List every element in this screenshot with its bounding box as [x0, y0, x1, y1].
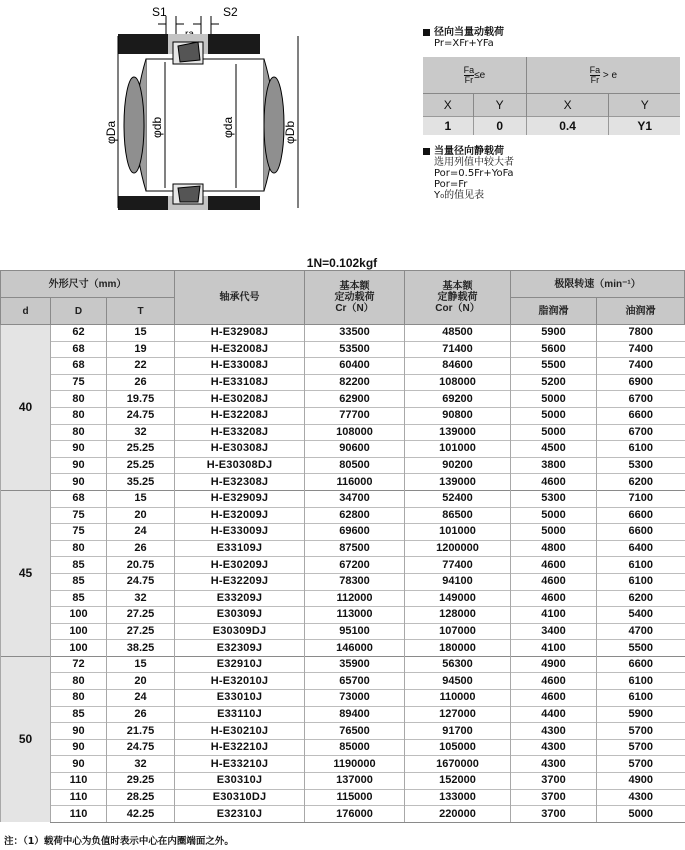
value-x: 0.4 — [526, 117, 609, 136]
D-cell: 80 — [51, 540, 107, 557]
T-cell: 27.25 — [107, 607, 175, 624]
cor-cell: 91700 — [405, 723, 511, 740]
T-cell: 24 — [107, 524, 175, 541]
cor-cell: 139000 — [405, 474, 511, 491]
cr-cell: 87500 — [305, 540, 405, 557]
grease-speed-cell: 5000 — [511, 407, 597, 424]
grease-speed-cell: 4300 — [511, 723, 597, 740]
D-cell: 72 — [51, 656, 107, 673]
cr-cell: 33500 — [305, 325, 405, 342]
bearing-mounting-diagram — [104, 4, 313, 218]
cor-cell: 110000 — [405, 690, 511, 707]
table-row — [1, 457, 685, 474]
table-row — [1, 557, 685, 574]
oil-speed-cell: 6100 — [597, 573, 685, 590]
square-bullet-icon — [423, 148, 430, 155]
grease-speed-cell: 4600 — [511, 573, 597, 590]
table-row — [1, 507, 685, 524]
db-label: φdb — [150, 116, 164, 138]
oil-speed-cell: 6400 — [597, 540, 685, 557]
grease-speed-cell: 4600 — [511, 557, 597, 574]
table-row — [1, 806, 685, 823]
D-cell: 85 — [51, 573, 107, 590]
oil-header: 油润滑 — [597, 298, 685, 325]
cr-cell: 115000 — [305, 789, 405, 806]
cr-cell: 108000 — [305, 424, 405, 441]
cor-cell: 56300 — [405, 656, 511, 673]
d-cell: 40 — [1, 325, 51, 491]
dynamic-load-block — [423, 27, 504, 49]
xy-factor-table — [423, 57, 680, 135]
D-cell: 85 — [51, 590, 107, 607]
cr-cell: 80500 — [305, 457, 405, 474]
cor-cell: 180000 — [405, 640, 511, 657]
col-x: X — [526, 94, 609, 117]
d-cell: 50 — [1, 656, 51, 822]
cor-cell: 127000 — [405, 706, 511, 723]
T-cell: 19 — [107, 341, 175, 358]
code-cell: H-E30210J — [175, 723, 305, 740]
cor-cell: 108000 — [405, 374, 511, 391]
static-load-title: 当量径向静载荷 — [434, 146, 504, 157]
T-cell: 28.25 — [107, 789, 175, 806]
cr-cell: 112000 — [305, 590, 405, 607]
col-y: Y — [473, 94, 526, 117]
dynamic-load-title: 径向当量动载荷 — [434, 27, 504, 38]
grease-speed-cell: 5200 — [511, 374, 597, 391]
code-cell: H-E32008J — [175, 341, 305, 358]
D-cell: 85 — [51, 706, 107, 723]
code-header: 轴承代号 — [175, 271, 305, 325]
oil-speed-cell: 6100 — [597, 690, 685, 707]
code-cell: H-E33008J — [175, 358, 305, 375]
oil-speed-cell: 6700 — [597, 391, 685, 408]
cor-cell: 94100 — [405, 573, 511, 590]
T-cell: 42.25 — [107, 806, 175, 823]
cr-cell: 77700 — [305, 407, 405, 424]
T-cell: 15 — [107, 656, 175, 673]
D-cell: 85 — [51, 557, 107, 574]
cr-cell: 60400 — [305, 358, 405, 375]
cor-cell: 1200000 — [405, 540, 511, 557]
grease-speed-cell: 3400 — [511, 623, 597, 640]
cor-header: 基本额 定静载荷 Cor（N） — [405, 271, 511, 325]
T-cell: 32 — [107, 756, 175, 773]
cor-cell: 48500 — [405, 325, 511, 342]
grease-speed-cell: 3700 — [511, 806, 597, 823]
D-cell: 80 — [51, 391, 107, 408]
code-cell: E30309DJ — [175, 623, 305, 640]
s1-label: S1 — [152, 5, 167, 19]
cr-cell: 113000 — [305, 607, 405, 624]
table-row — [1, 789, 685, 806]
table-row — [1, 573, 685, 590]
T-cell: 35.25 — [107, 474, 175, 491]
oil-speed-cell: 7400 — [597, 358, 685, 375]
D-cell: 90 — [51, 723, 107, 740]
cr-cell: 95100 — [305, 623, 405, 640]
unit-note: 1N=0.102kgf — [306, 256, 378, 270]
oil-speed-cell: 6600 — [597, 524, 685, 541]
condition-le-e: $\frac{Fa}{Fr}$ ≤e — [423, 57, 526, 94]
grease-speed-cell: 3700 — [511, 789, 597, 806]
code-cell: H-E32308J — [175, 474, 305, 491]
code-cell: H-E33108J — [175, 374, 305, 391]
oil-speed-cell: 5400 — [597, 607, 685, 624]
table-row — [1, 690, 685, 707]
oil-speed-cell: 4300 — [597, 789, 685, 806]
table-row — [1, 607, 685, 624]
grease-speed-cell: 4400 — [511, 706, 597, 723]
code-cell: H-E30209J — [175, 557, 305, 574]
D-cell: 110 — [51, 789, 107, 806]
D-cell: 75 — [51, 374, 107, 391]
T-cell: 32 — [107, 424, 175, 441]
table-row — [1, 590, 685, 607]
cor-cell: 101000 — [405, 441, 511, 458]
table-row — [1, 673, 685, 690]
grease-speed-cell: 4500 — [511, 441, 597, 458]
table-row — [1, 739, 685, 756]
T-cell: 29.25 — [107, 773, 175, 790]
cr-cell: 116000 — [305, 474, 405, 491]
cr-cell: 1190000 — [305, 756, 405, 773]
code-cell: H-E32909J — [175, 490, 305, 507]
cor-cell: 84600 — [405, 358, 511, 375]
grease-speed-cell: 5000 — [511, 424, 597, 441]
table-row — [1, 325, 685, 342]
T-cell: 26 — [107, 374, 175, 391]
oil-speed-cell: 6100 — [597, 673, 685, 690]
cr-cell: 67200 — [305, 557, 405, 574]
d-cell: 45 — [1, 490, 51, 656]
cr-cell: 89400 — [305, 706, 405, 723]
cor-cell: 71400 — [405, 341, 511, 358]
value-y: 0 — [473, 117, 526, 136]
dims-header: 外形尺寸（mm） — [1, 271, 175, 298]
static-load-line: Y₀的值见表 — [434, 190, 485, 201]
Da-label: φDa — [104, 120, 118, 144]
cr-cell: 34700 — [305, 490, 405, 507]
col-x: X — [423, 94, 473, 117]
static-load-line: Por=0.5Fr+YoFa — [434, 168, 514, 179]
static-load-block — [423, 146, 514, 201]
cor-cell: 90200 — [405, 457, 511, 474]
cor-cell: 1670000 — [405, 756, 511, 773]
D-cell: 90 — [51, 457, 107, 474]
cr-cell: 82200 — [305, 374, 405, 391]
oil-speed-cell: 6700 — [597, 424, 685, 441]
grease-speed-cell: 5000 — [511, 391, 597, 408]
bearing-spec-table — [0, 270, 685, 823]
T-cell: 38.25 — [107, 640, 175, 657]
D-cell: 80 — [51, 424, 107, 441]
oil-speed-cell: 5500 — [597, 640, 685, 657]
cr-cell: 62800 — [305, 507, 405, 524]
table-row — [1, 640, 685, 657]
T-cell: 26 — [107, 706, 175, 723]
table-row — [1, 623, 685, 640]
D-cell: 68 — [51, 358, 107, 375]
grease-speed-cell: 5000 — [511, 524, 597, 541]
T-header: T — [107, 298, 175, 325]
speed-header: 极限转速（min⁻¹） — [511, 271, 685, 298]
cor-cell: 52400 — [405, 490, 511, 507]
condition-gt-e: $\frac{Fa}{Fr}$ > e — [526, 57, 680, 94]
cor-cell: 94500 — [405, 673, 511, 690]
oil-speed-cell: 5900 — [597, 706, 685, 723]
code-cell: E32910J — [175, 656, 305, 673]
grease-speed-cell: 4100 — [511, 607, 597, 624]
oil-speed-cell: 6600 — [597, 656, 685, 673]
static-load-line: 选用列值中较大者 — [434, 157, 514, 168]
table-row — [1, 540, 685, 557]
oil-speed-cell: 6200 — [597, 474, 685, 491]
oil-speed-cell: 6100 — [597, 441, 685, 458]
oil-speed-cell: 5700 — [597, 723, 685, 740]
oil-speed-cell: 7800 — [597, 325, 685, 342]
table-row — [1, 474, 685, 491]
D-cell: 80 — [51, 407, 107, 424]
cr-cell: 85000 — [305, 739, 405, 756]
code-cell: E33110J — [175, 706, 305, 723]
cor-cell: 128000 — [405, 607, 511, 624]
cor-cell: 101000 — [405, 524, 511, 541]
D-cell: 100 — [51, 607, 107, 624]
code-cell: H-E30308J — [175, 441, 305, 458]
D-header: D — [51, 298, 107, 325]
cr-cell: 146000 — [305, 640, 405, 657]
cor-cell: 152000 — [405, 773, 511, 790]
value-y: Y1 — [609, 117, 680, 136]
table-row — [1, 773, 685, 790]
T-cell: 22 — [107, 358, 175, 375]
cor-cell: 149000 — [405, 590, 511, 607]
cor-cell: 86500 — [405, 507, 511, 524]
cr-cell: 176000 — [305, 806, 405, 823]
grease-speed-cell: 4900 — [511, 656, 597, 673]
D-cell: 90 — [51, 739, 107, 756]
cor-cell: 69200 — [405, 391, 511, 408]
oil-speed-cell: 5700 — [597, 739, 685, 756]
cr-cell: 53500 — [305, 341, 405, 358]
grease-speed-cell: 4300 — [511, 756, 597, 773]
T-cell: 24.75 — [107, 739, 175, 756]
code-cell: E32309J — [175, 640, 305, 657]
oil-speed-cell: 5000 — [597, 806, 685, 823]
D-cell: 80 — [51, 690, 107, 707]
code-cell: H-E32209J — [175, 573, 305, 590]
T-cell: 32 — [107, 590, 175, 607]
code-cell: H-E33208J — [175, 424, 305, 441]
grease-speed-cell: 4600 — [511, 690, 597, 707]
oil-speed-cell: 6600 — [597, 407, 685, 424]
cor-cell: 107000 — [405, 623, 511, 640]
cr-cell: 62900 — [305, 391, 405, 408]
d-header: d — [1, 298, 51, 325]
grease-speed-cell: 5900 — [511, 325, 597, 342]
dynamic-load-formula: Pr=XFr+YFa — [434, 38, 494, 49]
cr-cell: 76500 — [305, 723, 405, 740]
cr-header: 基本额 定动载荷 Cr（N） — [305, 271, 405, 325]
T-cell: 25.25 — [107, 441, 175, 458]
code-cell: H-E30308DJ — [175, 457, 305, 474]
grease-speed-cell: 4600 — [511, 474, 597, 491]
D-cell: 100 — [51, 640, 107, 657]
T-cell: 20 — [107, 673, 175, 690]
D-cell: 62 — [51, 325, 107, 342]
square-bullet-icon — [423, 29, 430, 36]
cor-cell: 139000 — [405, 424, 511, 441]
cr-cell: 69600 — [305, 524, 405, 541]
code-cell: E30310J — [175, 773, 305, 790]
table-row — [1, 407, 685, 424]
grease-speed-cell: 5000 — [511, 507, 597, 524]
oil-speed-cell: 6600 — [597, 507, 685, 524]
cr-cell: 78300 — [305, 573, 405, 590]
D-cell: 75 — [51, 524, 107, 541]
T-cell: 26 — [107, 540, 175, 557]
table-row — [1, 341, 685, 358]
D-cell: 110 — [51, 773, 107, 790]
code-cell: E32310J — [175, 806, 305, 823]
code-cell: H-E33210J — [175, 756, 305, 773]
table-row — [1, 374, 685, 391]
T-cell: 25.25 — [107, 457, 175, 474]
T-cell: 24 — [107, 690, 175, 707]
D-cell: 68 — [51, 341, 107, 358]
code-cell: E33109J — [175, 540, 305, 557]
T-cell: 21.75 — [107, 723, 175, 740]
T-cell: 19.75 — [107, 391, 175, 408]
D-cell: 75 — [51, 507, 107, 524]
D-cell: 90 — [51, 756, 107, 773]
oil-speed-cell: 5300 — [597, 457, 685, 474]
oil-speed-cell: 4900 — [597, 773, 685, 790]
s2-label: S2 — [223, 5, 238, 19]
D-cell: 100 — [51, 623, 107, 640]
T-cell: 24.75 — [107, 407, 175, 424]
code-cell: E30309J — [175, 607, 305, 624]
oil-speed-cell: 4700 — [597, 623, 685, 640]
cr-cell: 137000 — [305, 773, 405, 790]
code-cell: H-E32908J — [175, 325, 305, 342]
code-cell: H-E33009J — [175, 524, 305, 541]
cor-cell: 220000 — [405, 806, 511, 823]
Db-label: φDb — [283, 120, 297, 144]
cr-cell: 73000 — [305, 690, 405, 707]
grease-speed-cell: 3700 — [511, 773, 597, 790]
cor-cell: 90800 — [405, 407, 511, 424]
D-cell: 110 — [51, 806, 107, 823]
oil-speed-cell: 7400 — [597, 341, 685, 358]
cr-cell: 35900 — [305, 656, 405, 673]
col-y: Y — [609, 94, 680, 117]
code-cell: E33209J — [175, 590, 305, 607]
table-row — [1, 441, 685, 458]
static-load-line: Por=Fr — [434, 179, 468, 190]
table-row — [1, 756, 685, 773]
cor-cell: 77400 — [405, 557, 511, 574]
table-row — [1, 391, 685, 408]
T-cell: 27.25 — [107, 623, 175, 640]
D-cell: 68 — [51, 490, 107, 507]
T-cell: 15 — [107, 325, 175, 342]
T-cell: 20 — [107, 507, 175, 524]
cor-cell: 133000 — [405, 789, 511, 806]
oil-speed-cell: 6100 — [597, 557, 685, 574]
grease-speed-cell: 5300 — [511, 490, 597, 507]
code-cell: E30310DJ — [175, 789, 305, 806]
grease-speed-cell: 4600 — [511, 590, 597, 607]
oil-speed-cell: 6900 — [597, 374, 685, 391]
value-x: 1 — [423, 117, 473, 136]
grease-speed-cell: 3800 — [511, 457, 597, 474]
grease-speed-cell: 5500 — [511, 358, 597, 375]
code-cell: H-E32010J — [175, 673, 305, 690]
table-row — [1, 706, 685, 723]
grease-speed-cell: 4100 — [511, 640, 597, 657]
table-row — [1, 490, 685, 507]
D-cell: 80 — [51, 673, 107, 690]
T-cell: 20.75 — [107, 557, 175, 574]
code-cell: H-E32009J — [175, 507, 305, 524]
cr-cell: 90600 — [305, 441, 405, 458]
table-row — [1, 424, 685, 441]
code-cell: H-E32210J — [175, 739, 305, 756]
table-row — [1, 358, 685, 375]
cor-cell: 105000 — [405, 739, 511, 756]
oil-speed-cell: 7100 — [597, 490, 685, 507]
oil-speed-cell: 6200 — [597, 590, 685, 607]
grease-speed-cell: 4800 — [511, 540, 597, 557]
footnote: 注：（1）载荷中心为负值时表示中心在内圈端面之外。 — [4, 836, 234, 847]
T-cell: 24.75 — [107, 573, 175, 590]
code-cell: H-E30208J — [175, 391, 305, 408]
D-cell: 90 — [51, 474, 107, 491]
T-cell: 15 — [107, 490, 175, 507]
cr-cell: 65700 — [305, 673, 405, 690]
code-cell: E33010J — [175, 690, 305, 707]
table-row — [1, 723, 685, 740]
table-row — [1, 656, 685, 673]
grease-speed-cell: 4300 — [511, 739, 597, 756]
grease-speed-cell: 4600 — [511, 673, 597, 690]
D-cell: 90 — [51, 441, 107, 458]
da-label: φda — [221, 116, 235, 138]
grease-speed-cell: 5600 — [511, 341, 597, 358]
code-cell: H-E32208J — [175, 407, 305, 424]
grease-header: 脂润滑 — [511, 298, 597, 325]
table-row — [1, 524, 685, 541]
oil-speed-cell: 5700 — [597, 756, 685, 773]
